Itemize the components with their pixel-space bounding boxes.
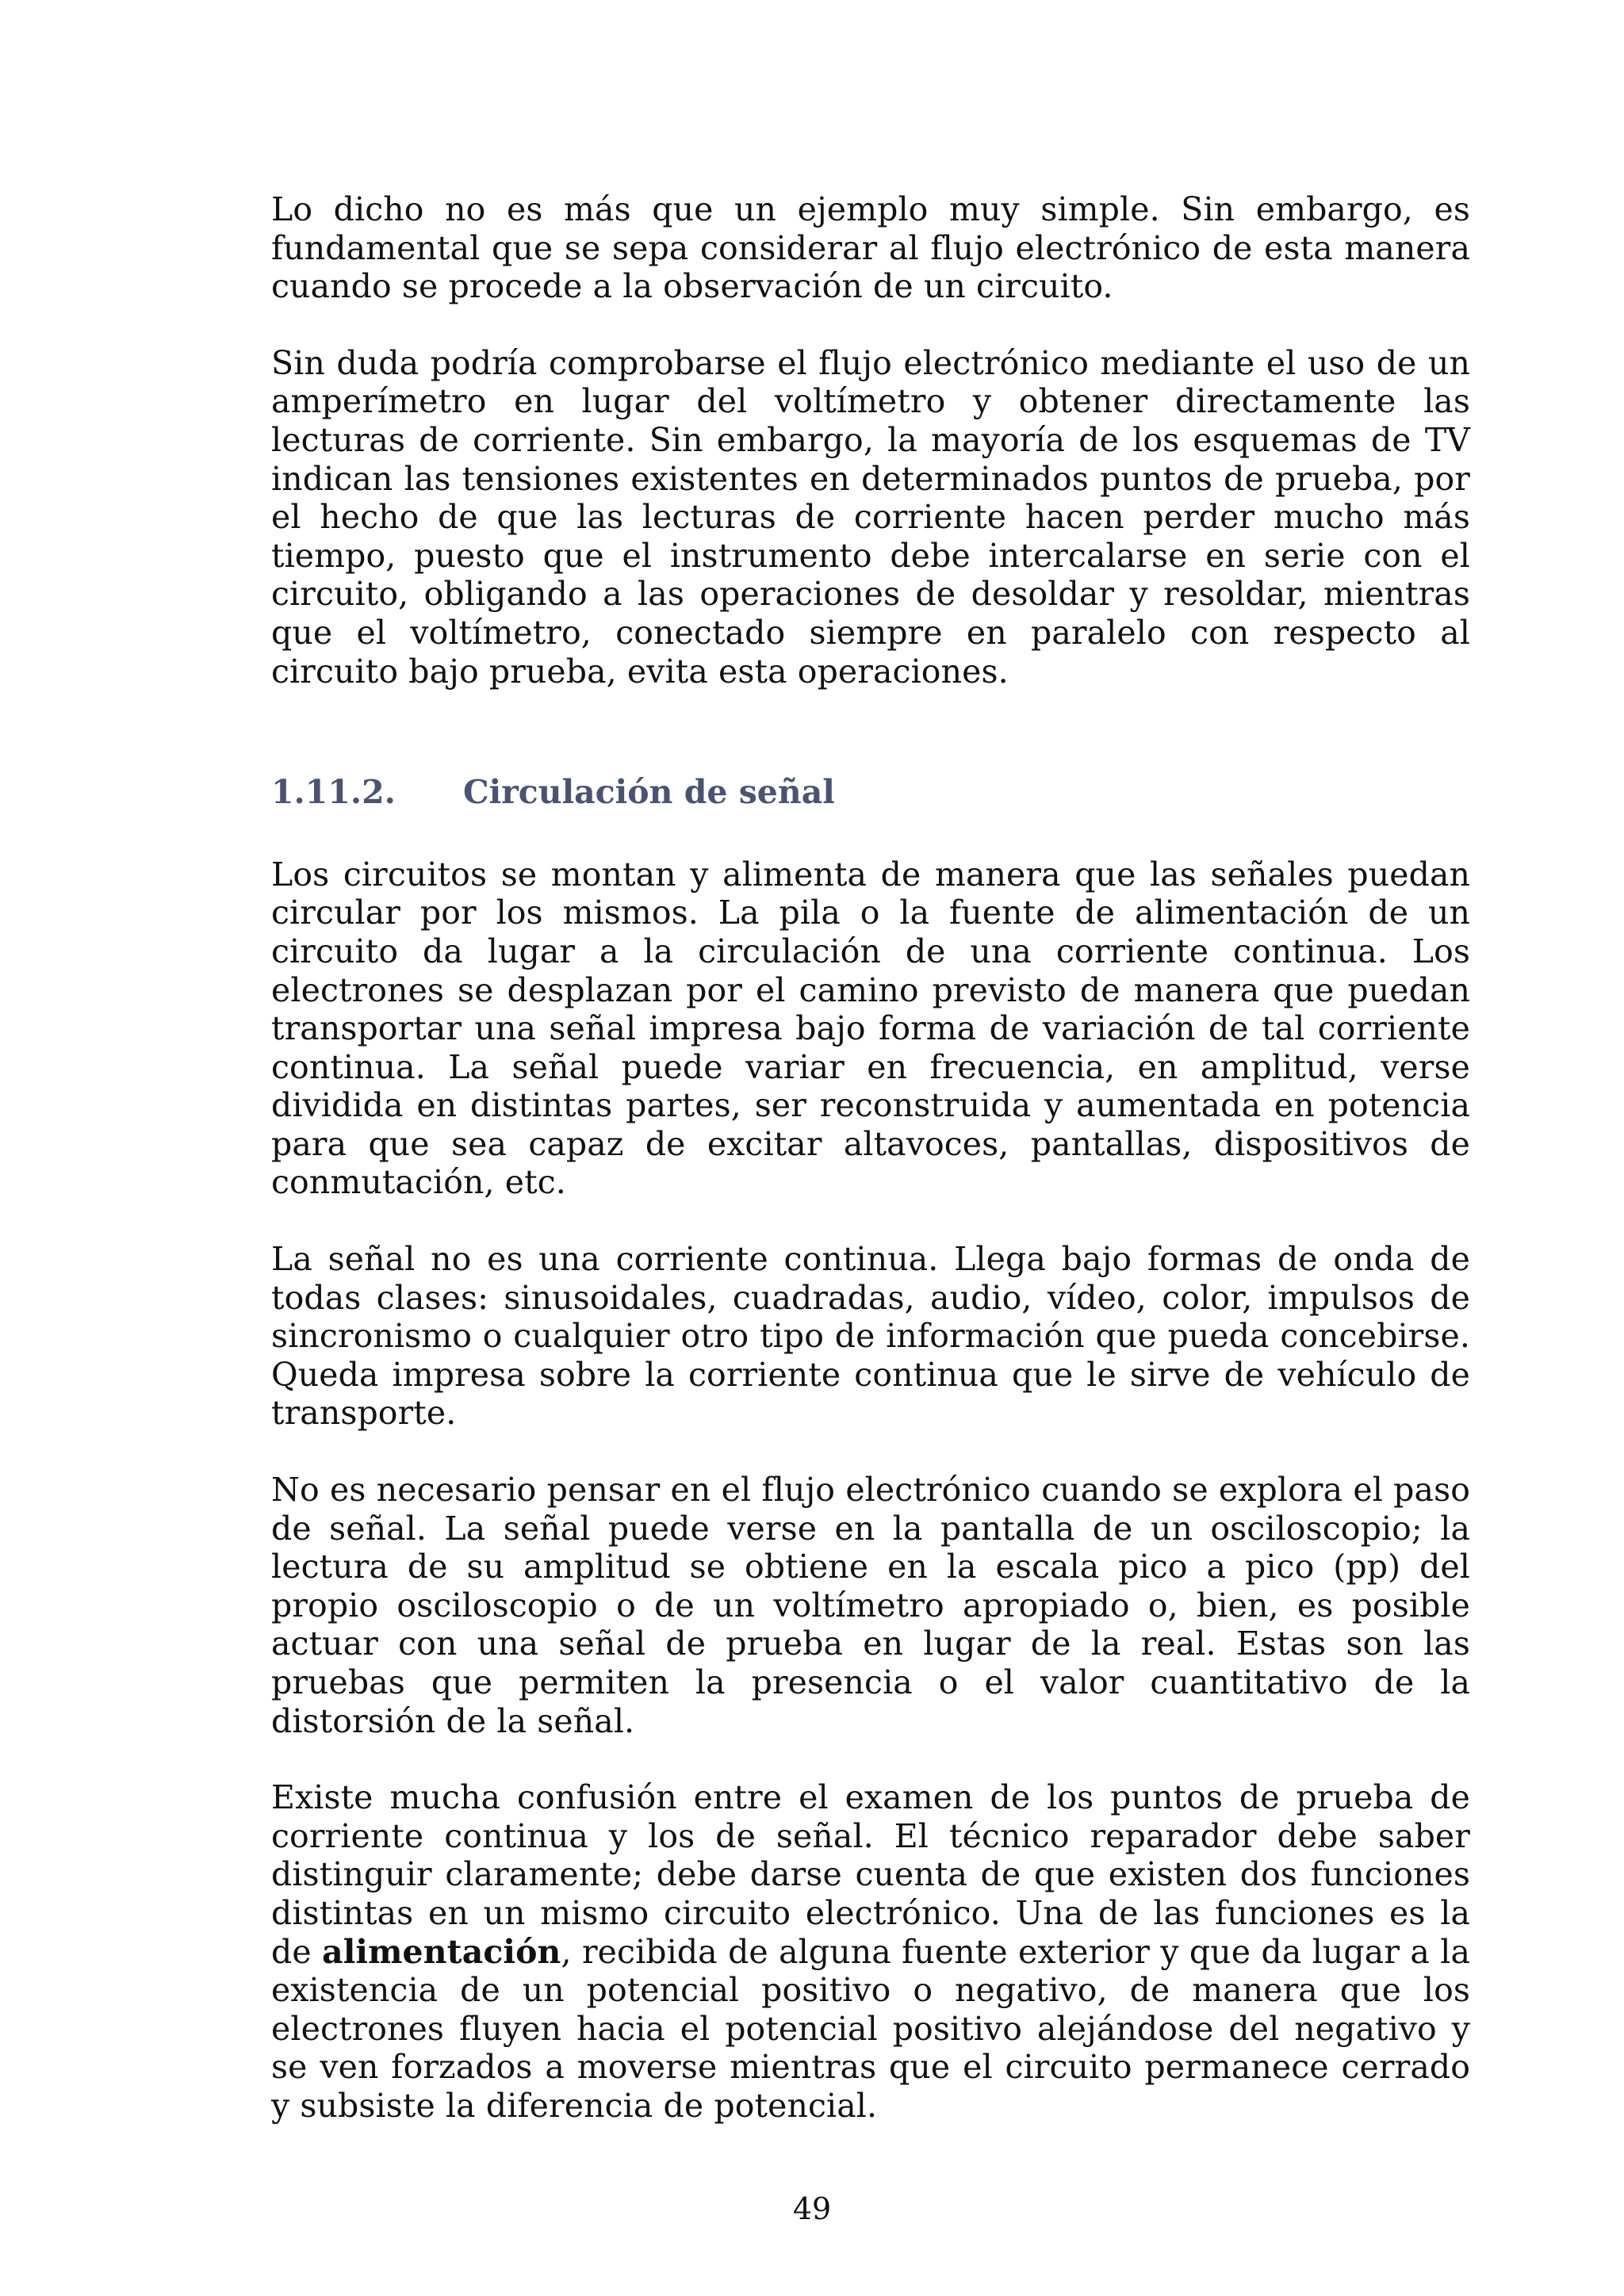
paragraph-intro: Lo dicho no es más que un ejemplo muy simple. Sin embargo, es fundamental que se sepa considerar al flujo electrónico de esta manera cuando se procede a la observación de un circuito. (271, 190, 1470, 306)
page-number: 49 (792, 2191, 832, 2226)
section-number: 1.11.2. (271, 773, 396, 812)
paragraph-confusion-part2: , recibida de alguna fuente exterior y que da lugar a la existencia de un potencial positivo o negativo, de manera que los electrones fluyen hacia el potencial positivo alejándose del negativo y se ven forzados a moverse mientras que el circuito permanece cerrado y subsiste la diferencia de potencial. (271, 1932, 1471, 2125)
section-heading (271, 773, 1470, 812)
paragraph-oscilloscope: No es necesario pensar en el flujo electrónico cuando se explora el paso de señal. La señal puede verse en la pantalla de un osciloscopio; la lectura de su amplitud se obtiene en la escala pico a pico (pp) del propio osciloscopio o de un voltímetro apropiado o, bien, es posible actuar con una señal de prueba en lugar de la real. Estas son las pruebas que permiten la presencia o el valor cuantitativo de la distorsión de la señal. (271, 1471, 1470, 1740)
paragraph-confusion (271, 1778, 1470, 2125)
paragraph-circuits: Los circuitos se montan y alimenta de manera que las señales puedan circular por los mismos. La pila o la fuente de alimentación de un circuito da lugar a la circulación de una corriente continua. Los electrones se desplazan por el camino previsto de manera que puedan transportar una señal impresa bajo forma de variación de tal corriente continua. La señal puede variar en frecuencia, en amplitud, verse dividida en distintas partes, ser reconstruida y aumentada en potencia para que sea capaz de excitar altavoces, pantallas, dispositivos de conmutación, etc. (271, 855, 1470, 1202)
paragraph-signal: La señal no es una corriente continua. Llega bajo formas de onda de todas clases: sinusoidales, cuadradas, audio, vídeo, color, impulsos de sincronismo o cualquier otro tipo de información que pueda concebirse. Queda impresa sobre la corriente continua que le sirve de vehículo de transporte. (271, 1240, 1470, 1433)
document-page (271, 190, 1470, 2126)
paragraph-confusion-part1: Existe mucha confusión entre el examen de los puntos de prueba de corriente continua y los de señal. El técnico reparador debe saber distinguir claramente; debe darse cuenta de que existen dos funciones distintas en un mismo circuito electrónico. Una de las funciones es la de (271, 1778, 1470, 1971)
section-title: Circulación de señal (463, 773, 835, 812)
bold-term-alimentacion: alimentación (322, 1932, 561, 1971)
paragraph-ammeter: Sin duda podría comprobarse el flujo electrónico mediante el uso de un amperímetro en lugar del voltímetro y obtener directamente las lecturas de corriente. Sin embargo, la mayoría de los esquemas de TV indican las tensiones existentes en determinados puntos de prueba, por el hecho de que las lecturas de corriente hacen perder mucho más tiempo, puesto que el instrumento debe intercalarse en serie con el circuito, obligando a las operaciones de desoldar y resoldar, mientras que el voltímetro, conectado siempre en paralelo con respecto al circuito bajo prueba, evita esta operaciones. (271, 343, 1470, 691)
